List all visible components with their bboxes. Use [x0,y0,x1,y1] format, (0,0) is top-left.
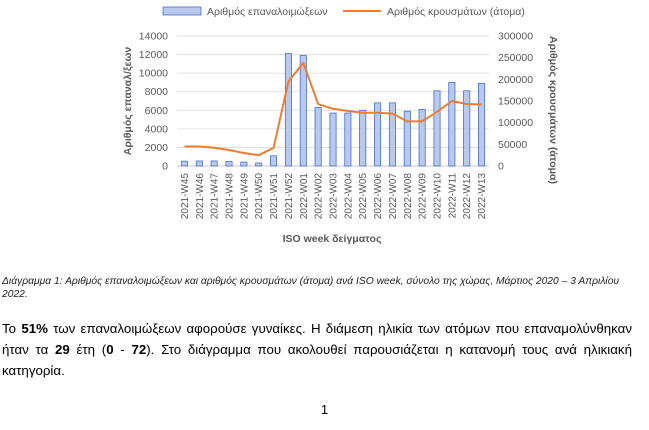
bar [196,161,202,166]
x-tick-label: 2022-W09 [417,173,429,220]
x-axis-ticks [180,173,488,220]
body-paragraph [2,318,632,381]
x-tick-label: 2022-W04 [343,173,355,220]
legend-line-label: Αριθμός κρουσμάτων (άτομα) [387,6,525,18]
bar [285,54,291,166]
legend-bar-label: Αριθμός επαναλοιμώξεων [207,6,328,18]
bar [211,161,217,166]
x-tick-label: 2022-W13 [477,173,489,220]
x-tick-label: 2022-W02 [313,173,325,220]
left-tick-label: 10000 [138,67,168,80]
x-tick-label: 2022-W11 [447,173,459,219]
x-tick-label: 2021-W45 [179,173,191,220]
left-tick-label: 6000 [144,104,168,117]
right-axis-label: Αριθμός κρουσμάτων (άτομα) [547,36,559,184]
x-tick-label: 2021-W52 [283,173,295,220]
bar [315,108,321,167]
female-share: 51% [21,321,48,336]
right-tick-label: 0 [498,160,504,173]
right-tick-label: 250000 [498,52,534,65]
legend-bar-swatch [163,7,201,15]
para-text-3: έτη ( [69,342,107,357]
para-text-4: - [113,342,132,357]
x-tick-label: 2022-W03 [328,173,340,220]
right-tick-label: 50000 [498,138,528,151]
bar [330,113,336,166]
x-tick-label: 2022-W07 [387,173,399,220]
right-tick-label: 200000 [498,73,534,86]
x-axis-label: ISO week δείγματος [282,233,382,245]
bar [256,163,262,166]
x-tick-label: 2021-W47 [209,173,221,220]
left-tick-label: 0 [162,160,168,173]
left-tick-label: 14000 [138,30,168,43]
x-tick-label: 2021-W49 [239,173,251,220]
para-text-5: ). Στο διάγραμμα που ακολουθεί παρουσιάζεται η κατανομή τους ανά ηλικιακή κατηγορία. [2,342,632,378]
x-tick-label: 2021-W51 [269,173,281,220]
x-tick-label: 2022-W05 [358,173,370,220]
right-tick-label: 150000 [498,95,534,108]
para-text-2: των επαναλοιμώξεων αφορούσε γυναίκες. Η διάμεση ηλικία των ατόμων που επαναμολύνθηκαν ήταν τα [2,321,632,357]
bar [226,161,232,166]
figure-caption: Διάγραμμα 1: Αριθμός επαναλοιμώξεων και αριθμός κρουσμάτων (άτομα) ανά ISO week, σύνολο της χώρας, Μάρτιος 2020 – 3 Απριλίου 2022. [2,276,620,300]
age-min: 0 [106,342,114,357]
para-text-1: Το [2,321,22,336]
x-tick-label: 2022-W12 [462,173,474,220]
x-tick-label: 2022-W08 [402,173,414,220]
bar [345,113,351,166]
left-tick-label: 12000 [138,49,168,62]
x-tick-label: 2022-W06 [373,173,385,220]
page-number: 1 [320,402,329,417]
bar [389,103,395,166]
bar [434,91,440,166]
bar [300,56,306,167]
left-axis-label: Αριθμός επαναλ/ξεων [122,46,134,156]
left-axis-ticks [139,31,168,173]
right-tick-label: 100000 [498,117,534,130]
bar [478,83,484,166]
bar [449,82,455,166]
x-tick-label: 2021-W48 [224,173,236,220]
left-tick-label: 4000 [144,123,168,136]
x-tick-label: 2022-W01 [298,173,310,220]
bar [181,161,187,166]
bar [241,162,247,166]
left-tick-label: 8000 [144,86,168,99]
x-tick-label: 2021-W50 [254,173,266,220]
right-axis-ticks [498,31,533,173]
right-tick-label: 300000 [498,30,534,43]
legend [163,6,525,18]
bar [360,110,366,166]
bar [270,156,276,166]
median-age: 29 [54,342,70,357]
x-tick-label: 2022-W10 [432,173,444,220]
left-tick-label: 2000 [144,141,168,154]
x-tick-label: 2021-W46 [194,173,206,220]
age-max: 72 [131,342,147,357]
bar [419,109,425,166]
bar [464,91,470,166]
